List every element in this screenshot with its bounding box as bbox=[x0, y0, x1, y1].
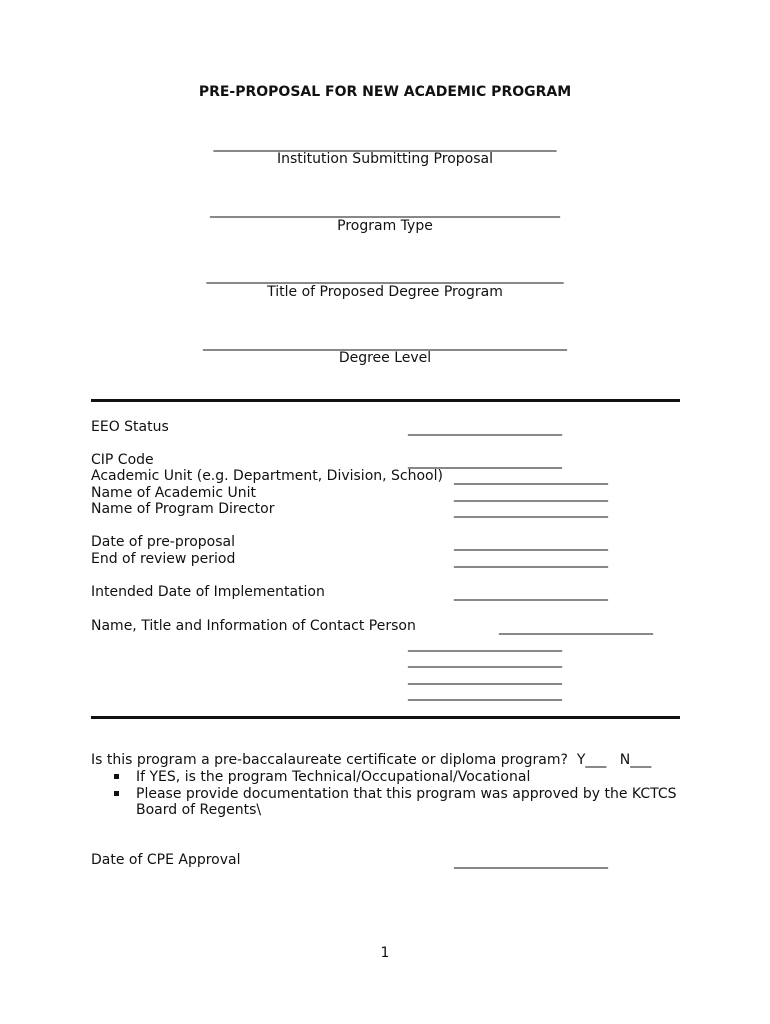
page-number: 1 bbox=[380, 945, 390, 961]
name-academic-unit-label: Name of Academic Unit bbox=[91, 485, 256, 501]
question-bullet-2-continued: Board of Regents\ bbox=[136, 802, 262, 818]
contact-person-line-3[interactable]: ______________________ bbox=[408, 652, 562, 668]
cpe-approval-label: Date of CPE Approval bbox=[91, 852, 241, 868]
contact-person-line-4[interactable]: ______________________ bbox=[408, 669, 562, 685]
program-type-line[interactable]: __________________________________________________ bbox=[210, 202, 560, 218]
degree-title-label: Title of Proposed Degree Program bbox=[267, 284, 503, 300]
date-preproposal-field[interactable]: ______________________ bbox=[454, 535, 608, 551]
end-review-field[interactable]: ______________________ bbox=[454, 552, 608, 568]
program-director-label: Name of Program Director bbox=[91, 501, 275, 517]
bullet-square-icon bbox=[114, 774, 119, 779]
academic-unit-label: Academic Unit (e.g. Department, Division, School) bbox=[91, 468, 443, 484]
academic-unit-field[interactable]: ______________________ bbox=[454, 469, 608, 485]
section-divider-top bbox=[91, 399, 680, 402]
name-academic-unit-field[interactable]: ______________________ bbox=[454, 486, 608, 502]
implementation-date-label: Intended Date of Implementation bbox=[91, 584, 325, 600]
end-review-label: End of review period bbox=[91, 551, 236, 567]
eeo-status-field[interactable]: ______________________ bbox=[408, 420, 562, 436]
degree-level-line[interactable]: ____________________________________________________ bbox=[203, 335, 567, 351]
page-title: PRE-PROPOSAL FOR NEW ACADEMIC PROGRAM bbox=[198, 84, 572, 100]
question-bullet-1: If YES, is the program Technical/Occupational/Vocational bbox=[136, 769, 531, 785]
program-type-label: Program Type bbox=[337, 218, 433, 234]
contact-person-line-2[interactable]: ______________________ bbox=[408, 636, 562, 652]
institution-line[interactable]: _________________________________________________ bbox=[213, 136, 557, 152]
degree-level-label: Degree Level bbox=[338, 350, 432, 366]
eeo-status-label: EEO Status bbox=[91, 419, 169, 435]
question-bullet-2: Please provide documentation that this program was approved by the KCTCS bbox=[136, 786, 677, 802]
cip-code-label: CIP Code bbox=[91, 452, 154, 468]
implementation-date-field[interactable]: ______________________ bbox=[454, 585, 608, 601]
institution-label: Institution Submitting Proposal bbox=[277, 151, 493, 167]
bullet-square-icon bbox=[114, 791, 119, 796]
cip-code-field[interactable]: ______________________ bbox=[408, 453, 562, 469]
contact-person-field[interactable]: ______________________ bbox=[499, 619, 653, 635]
program-director-field[interactable]: ______________________ bbox=[454, 502, 608, 518]
contact-person-line-5[interactable]: ______________________ bbox=[408, 685, 562, 701]
cpe-approval-field[interactable]: ______________________ bbox=[454, 853, 608, 869]
contact-person-label: Name, Title and Information of Contact Person bbox=[91, 618, 416, 634]
date-preproposal-label: Date of pre-proposal bbox=[91, 534, 235, 550]
section-divider-bottom bbox=[91, 716, 680, 719]
degree-title-line[interactable]: ___________________________________________________ bbox=[206, 268, 564, 284]
pre-baccalaureate-question: Is this program a pre-baccalaureate certificate or diploma program? Y___ N___ bbox=[91, 752, 652, 768]
